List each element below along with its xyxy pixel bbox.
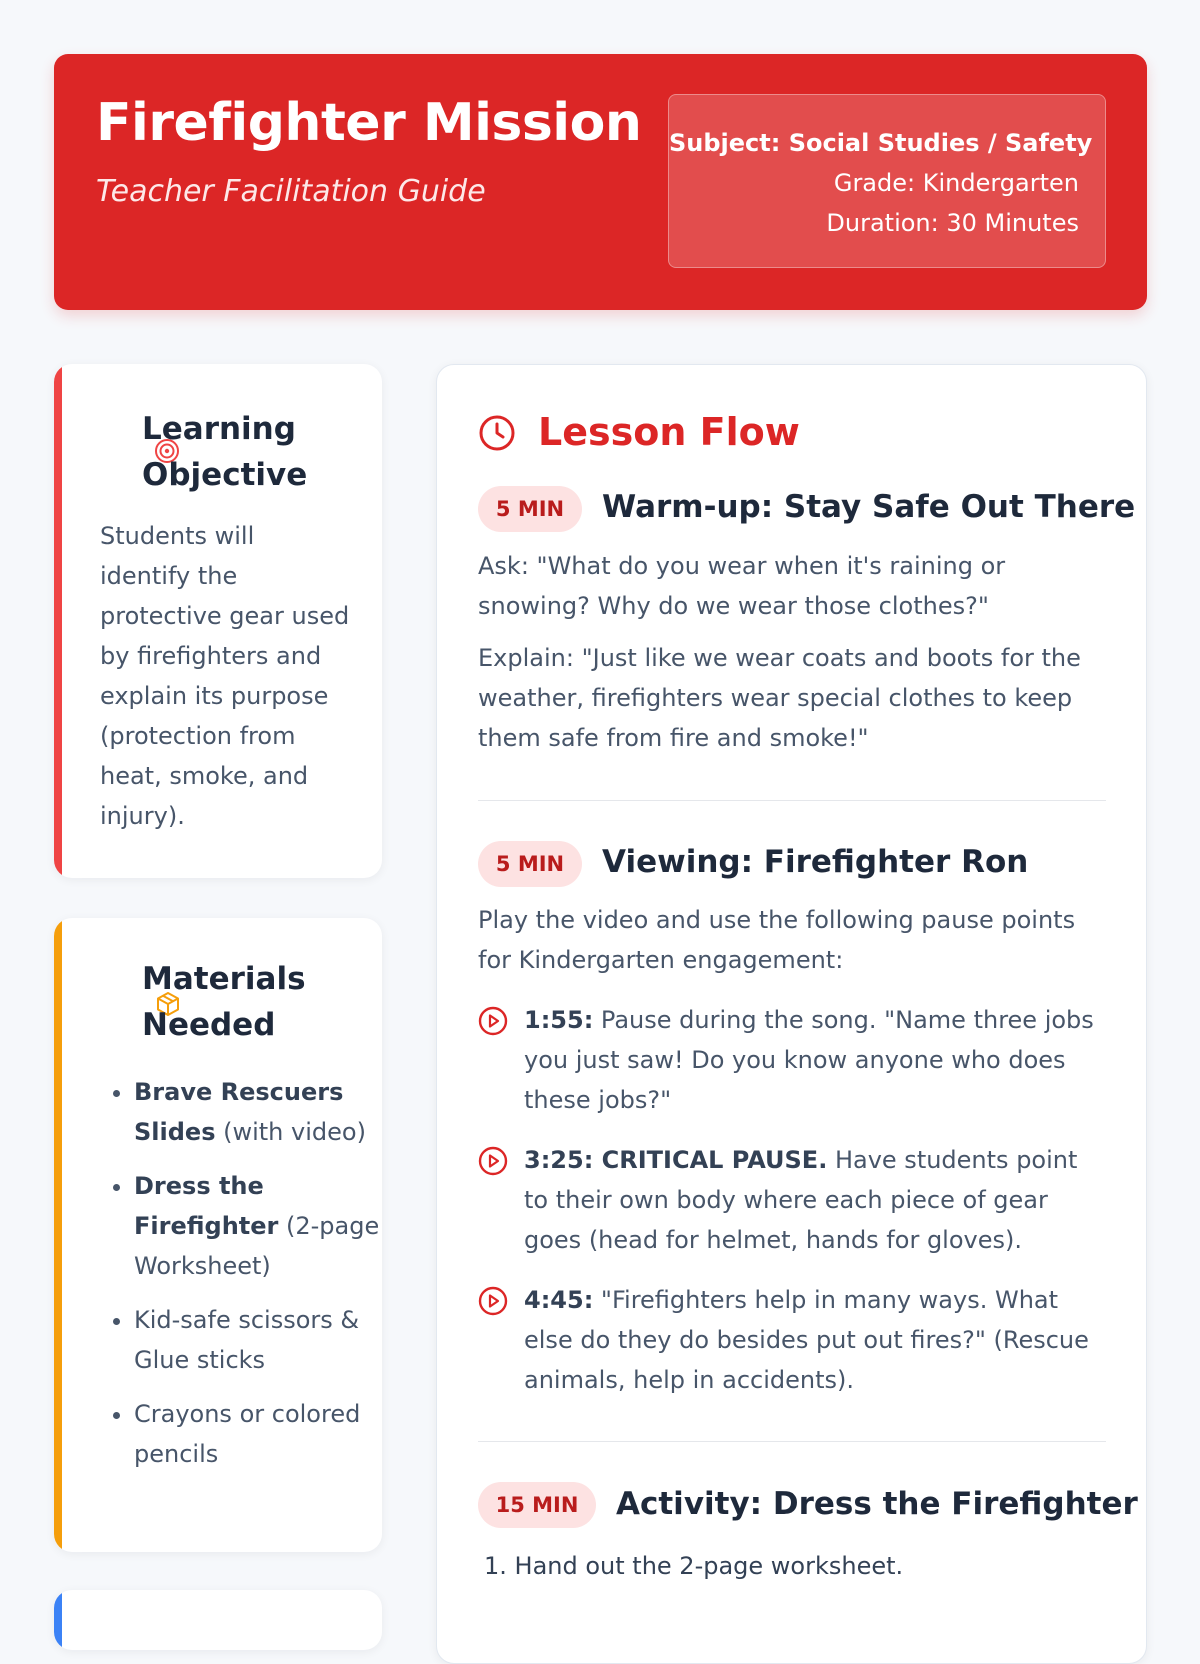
materials-item-text: Crayons or colored pencils <box>134 1400 361 1468</box>
step-paragraph: Play the video and use the following pause points for Kindergarten engagement: <box>478 906 1076 974</box>
step-duration-badge: 15 MIN <box>478 1482 596 1528</box>
objective-text: Students will identify the protective gear used by firefighters and explain its purpose (protection from heat, smoke, and injury). <box>100 522 350 830</box>
step-duration-badge: 5 MIN <box>478 486 582 532</box>
lesson-flow-title: Lesson Flow <box>538 410 800 454</box>
pause-timestamp: 3:25: CRITICAL PAUSE. <box>524 1146 828 1174</box>
objective-accent-bar <box>54 364 62 878</box>
objective-title-line2: Objective <box>142 457 308 493</box>
play-circle-icon <box>478 1286 508 1316</box>
materials-title-line2: Needed <box>142 1007 276 1043</box>
pause-point <box>478 1140 1108 1260</box>
step-title: Viewing: Firefighter Ron <box>602 844 1029 880</box>
grade-label: Grade: Kindergarten <box>833 169 1079 197</box>
pause-description: Pause during the song. "Name three jobs you just saw! Do you know anyone who does these jobs?" <box>524 1006 1094 1114</box>
objective-title <box>142 406 307 498</box>
pause-point-text <box>478 1000 1108 1120</box>
materials-item <box>134 1166 382 1286</box>
pause-point-text <box>478 1280 1108 1400</box>
materials-item <box>134 1394 382 1474</box>
pause-timestamp: 4:45: <box>524 1286 594 1314</box>
step-paragraph: Explain: "Just like we wear coats and boots for the weather, firefighters wear special clothes to keep them safe from fire and smoke!" <box>478 644 1081 752</box>
pause-point-text <box>478 1140 1108 1260</box>
materials-title-line1: Materials <box>142 961 306 997</box>
lesson-subtitle: Teacher Facilitation Guide <box>96 174 486 209</box>
pause-timestamp: 1:55: <box>524 1006 594 1034</box>
materials-item-bold: Dress the Firefighter <box>134 1172 279 1240</box>
clock-icon <box>478 414 516 452</box>
pause-description: Have students point to their own body where each piece of gear goes (head for helmet, hands for gloves). <box>524 1146 1078 1254</box>
play-circle-icon <box>478 1146 508 1176</box>
materials-accent-bar <box>54 918 62 1552</box>
activity-list-item: 1. Hand out the 2-page worksheet. <box>484 1552 904 1580</box>
materials-item <box>134 1072 382 1152</box>
step-title: Warm-up: Stay Safe Out There <box>602 489 1136 525</box>
step-title: Activity: Dress the Firefighter <box>616 1486 1138 1522</box>
lesson-title: Firefighter Mission <box>96 93 642 153</box>
materials-item-text: (2-page Worksheet) <box>134 1212 380 1280</box>
pause-point <box>478 1280 1108 1400</box>
materials-item-text: (with video) <box>215 1118 366 1146</box>
lesson-header <box>54 54 1147 310</box>
materials-item <box>134 1300 382 1380</box>
duration-label: Duration: 30 Minutes <box>826 209 1079 237</box>
step-divider <box>478 800 1106 801</box>
step-divider <box>478 1441 1106 1442</box>
materials-item-text: Kid-safe scissors & Glue sticks <box>134 1306 360 1374</box>
pause-description: "Firefighters help in many ways. What else do they do besides put out fires?" (Rescue animals, help in accidents). <box>524 1286 1089 1394</box>
materials-list <box>100 1072 382 1488</box>
learning-objective-card <box>54 364 382 878</box>
objective-title-line1: Learning <box>142 411 296 447</box>
next-card-accent-bar <box>54 1590 62 1650</box>
next-sidebar-card <box>54 1590 382 1650</box>
step-duration-badge: 5 MIN <box>478 841 582 887</box>
subject-label: Subject: Social Studies / Safety <box>669 129 1093 157</box>
step-paragraph: Ask: "What do you wear when it's raining or snowing? Why do we wear those clothes?" <box>478 552 1006 620</box>
pause-point <box>478 1000 1108 1120</box>
play-circle-icon <box>478 1006 508 1036</box>
materials-title <box>142 956 306 1048</box>
materials-card <box>54 918 382 1552</box>
materials-item-bold: Brave Rescuers Slides <box>134 1078 344 1146</box>
lesson-meta-box <box>668 94 1106 268</box>
